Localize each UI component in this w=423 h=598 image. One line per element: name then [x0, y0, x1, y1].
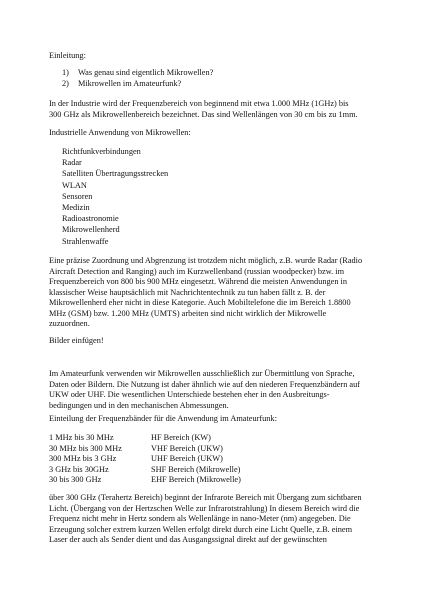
paragraph-amateur-radio: Im Amateurfunk verwenden wir Mikrowellen ausschließlich zur Übermittlung von Sprache, Daten oder Bildern. Die Nutzung ist daher ähnlich wie auf den niederen Frequenzbändern auf UKW oder UHF. Die wesentlichen Unterschiede bestehen eher in den Ausbreitungs- bedingungen und in den mechanischen Abmessungen. — [49, 369, 361, 410]
band-range: 30 MHz bis 300 MHz — [49, 443, 122, 453]
band-name: SHF Bereich (Mikrowelle) — [151, 464, 241, 474]
list-item: Strahlenwaffe — [62, 236, 109, 246]
industrial-heading: Industrielle Anwendung von Mikrowellen: — [49, 128, 191, 137]
application-list — [62, 147, 168, 248]
list-item: Satelliten Übertragungsstrecken — [62, 169, 169, 179]
question-list — [62, 68, 213, 89]
list-number: 2) — [62, 78, 69, 88]
list-item: WLAN — [62, 180, 87, 190]
paragraph-frequency-range: In der Industrie wird der Frequenzbereich von beginnend mit etwa 1.000 MHz (1GHz) bis 300 GHz als Mikrowellenbereich bezeichnet. Das sind Wellenlängen von 30 cm bis zu 1mm. — [49, 99, 358, 119]
list-item: Sensoren — [62, 191, 93, 201]
band-name: VHF Bereich (UKW) — [151, 443, 223, 453]
intro-heading: Einleitung: — [49, 51, 86, 60]
list-item: Radioastronomie — [62, 214, 119, 224]
list-item: Mikrowellenherd — [62, 225, 120, 235]
list-item — [62, 79, 213, 90]
list-item — [62, 68, 213, 79]
band-range: 3 GHz bis 30GHz — [49, 464, 109, 474]
list-item: Medizin — [62, 202, 90, 212]
band-range: 30 bis 300 GHz — [49, 475, 102, 484]
images-note: Bilder einfügen! — [49, 336, 104, 345]
list-item: Richtfunkverbindungen — [62, 147, 141, 156]
band-range: 1 MHz bis 30 MHz — [49, 433, 114, 442]
paragraph-terahertz: über 300 GHz (Terahertz Bereich) beginnt der Infrarote Bereich mit Übergang zum sichtbaren Licht. (Übergang von der Hertzschen Welle zur Infrarotstrahlung) In diesem Bereich wird die Frequenz nicht mehr in Hertz sondern als Wellenlänge in nano-Meter (nm) angegeben. Die Erzeugung solcher extrem kurzen Wellen erfolgt direkt durch eine Licht Quelle, z.B. einem Laser der auch als Sender dient und das Ausgangssignal direkt auf der gewünschten — [49, 493, 362, 544]
band-name: HF Bereich (KW) — [151, 433, 211, 442]
band-name: UHF Bereich (UKW) — [151, 454, 223, 463]
bands-heading: Einteilung der Frequenzbänder für die Anwendung im Amateurfunk: — [49, 414, 277, 423]
list-text: Mikrowellen im Amateurfunk? — [78, 78, 182, 88]
band-range: 300 MHz bis 3 GHz — [49, 454, 117, 463]
paragraph-classification: Eine präzise Zuordnung und Abgrenzung ist trotzdem nicht möglich, z.B. wurde Radar (Radio Aircraft Detection and Ranging) auch im Kurzwellenband (russian woodpecker) bzw. im Frequenzbereich von 800 bis 900 MHz eingesetzt. Während die meisten Anwendungen in klassischer Weise hauptsächlich mit Nachrichtentechnik zu tun haben fällt z. B. der Mikrowellenherd eher nicht in diese Kategorie. Auch Mobiltelefone die im Bereich 1.8800 MHz (GSM) bzw. 1.200 MHz (UMTS) arbeiten sind nicht wirklich der Mikrowelle zuzuordnen. — [49, 256, 363, 328]
band-name: EHF Bereich (Mikrowelle) — [151, 475, 241, 484]
list-item: Radar — [62, 158, 82, 168]
list-number: 1) — [62, 68, 69, 77]
list-text: Was genau sind eigentlich Mikrowellen? — [78, 68, 214, 77]
